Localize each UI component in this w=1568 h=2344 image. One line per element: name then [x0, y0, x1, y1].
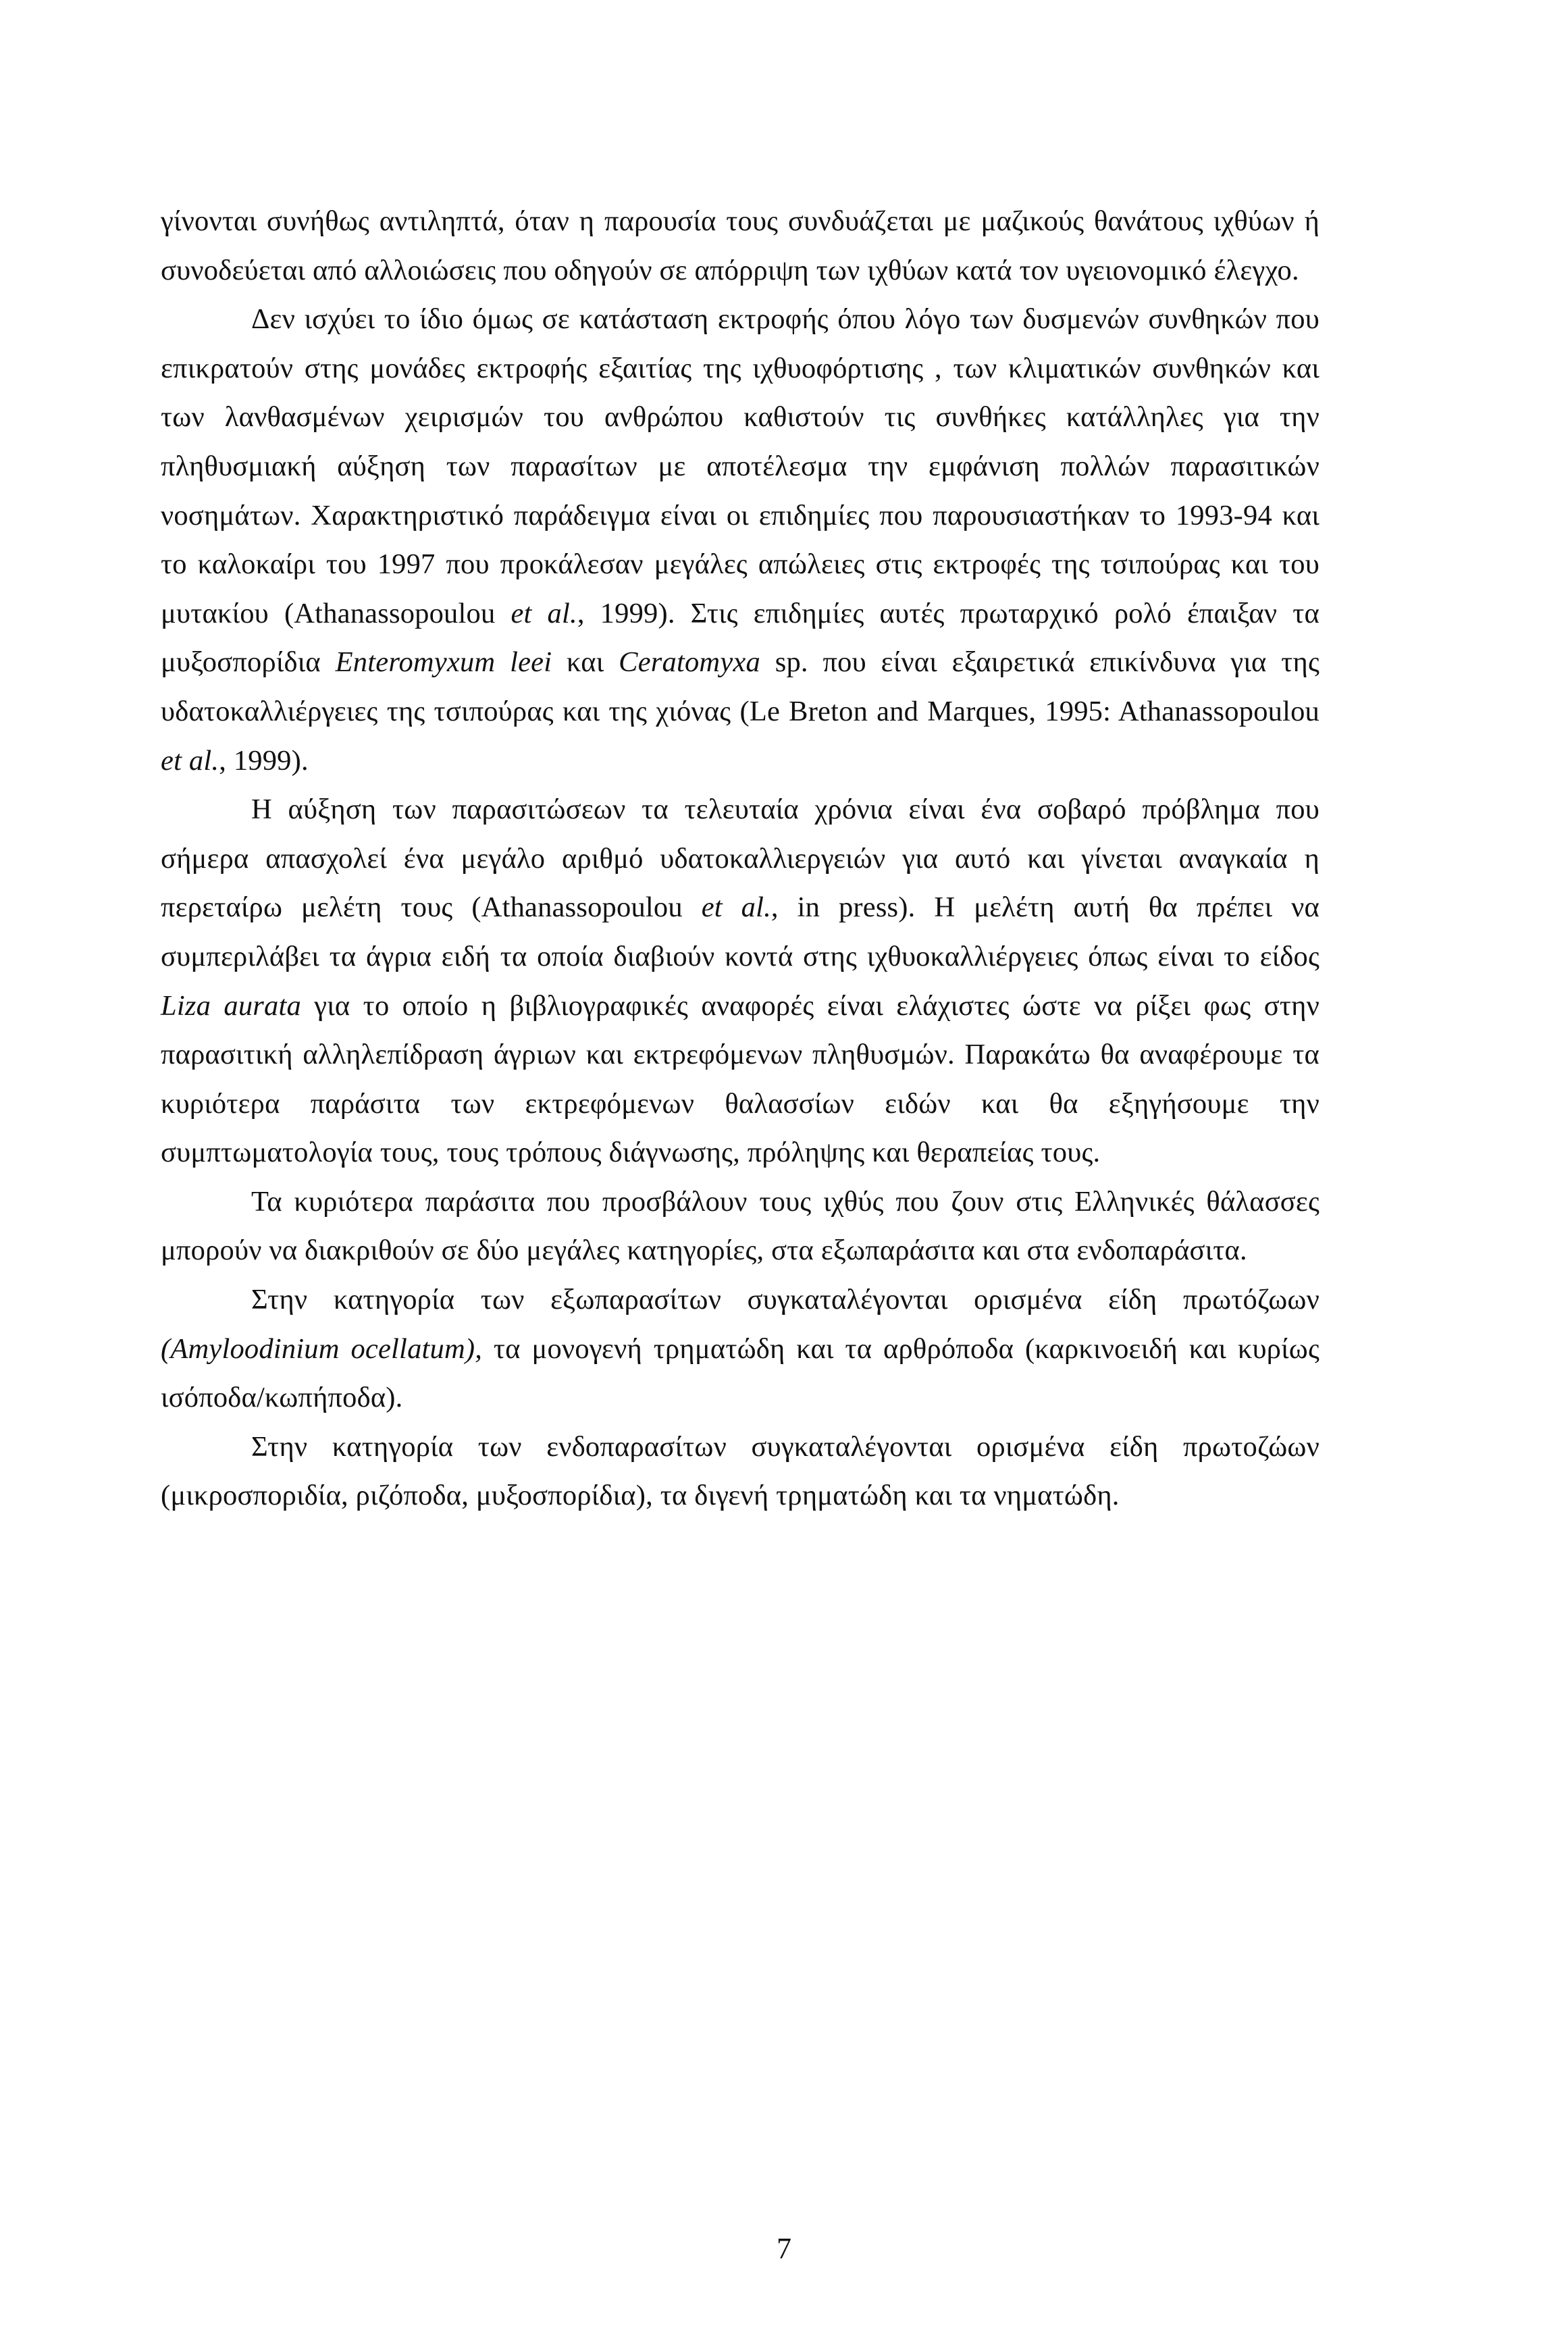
body-text [161, 197, 1319, 1521]
text-run: , 1999). [219, 744, 309, 777]
italic-text: Enteromyxum leei [335, 646, 552, 679]
text-run: Στην κατηγορία των εξωπαρασίτων συγκαταλέγονται ορισμένα είδη πρωτόζωων [251, 1284, 1319, 1316]
italic-text: Ceratomyxa [619, 646, 760, 679]
italic-text: (Amyloodinium ocellatum), [161, 1332, 483, 1365]
text-run: τα μονογενή τρηματώδη και τα αρθρόποδα (καρκινοειδή και κυρίως ισόποδα/κωπήποδα). [161, 1332, 1319, 1414]
italic-text: et al. [511, 597, 577, 629]
paragraph-2 [161, 295, 1319, 785]
text-run: Τα κυριότερα παράσιτα που προσβάλουν τους ιχθύς που ζουν στις Ελληνικές θάλασσες μπορούν να διακριθούν σε δύο μεγάλες κατηγορίες, στα εξωπαράσιτα και στα ενδοπαράσιτα. [161, 1185, 1319, 1267]
italic-text: et al. [161, 744, 219, 777]
text-run: Δεν ισχύει το ίδιο όμως σε κατάσταση εκτροφής όπου λόγο των δυσμενών συνθηκών που επικρατούν στης μονάδες εκτροφής εξαιτίας της ιχθυοφόρτισης , των κλιματικών συνθηκών και των λανθασμένων χειρισμών του ανθρώπου καθιστούν τις συνθήκες κατάλληλες για την πληθυσμιακή αύξηση των παρασίτων με αποτέλεσμα την εμφάνιση πολλών παρασιτικών νοσημάτων. Χαρακτηριστικό παράδειγμα είναι οι επιδημίες που παρουσιαστήκαν το 1993-94 και το καλοκαίρι του 1997 που προκάλεσαν μεγάλες απώλειες στις εκτροφές της τσιπούρας και του μυτακίου (Athanassopoulou [161, 303, 1319, 629]
text-run: και [552, 646, 619, 679]
italic-text: et al. [701, 891, 771, 924]
text-run: , in press). Η μελέτη αυτή θα πρέπει να συμπεριλάβει τα άγρια ειδή τα οποία διαβιούν κοντά στης ιχθυοκαλλιέργειες όπως είναι το είδος [161, 891, 1319, 972]
text-run: Η αύξηση των παρασιτώσεων τα τελευταία χρόνια είναι ένα σοβαρό πρόβλημα που σήμερα απασχολεί ένα μεγάλο αριθμό υδατοκαλλιεργειών για αυτό και γίνεται αναγκαία η περεταίρω μελέτη τους (Athanassopoulou [161, 793, 1319, 924]
paragraph-4 [161, 1178, 1319, 1276]
italic-text: Liza aurata [161, 989, 301, 1022]
page-number: 7 [777, 2232, 791, 2265]
paragraph-3 [161, 785, 1319, 1178]
text-run: για το οποίο η βιβλιογραφικές αναφορές είναι ελάχιστες ώστε να ρίξει φως στην παρασιτική αλληλεπίδραση άγριων και εκτρεφόμενων πληθυσμών. Παρακάτω θα αναφέρουμε τα κυριότερα παράσιτα των εκτρεφόμενων θαλασσίων ειδών και θα εξηγήσουμε την συμπτωματολογία τους, τους τρόπους διάγνωσης, πρόληψης και θεραπείας τους. [161, 989, 1319, 1169]
paragraph-5 [161, 1276, 1319, 1423]
text-run: Στην κατηγορία των ενδοπαρασίτων συγκαταλέγονται ορισμένα είδη πρωτοζώων (μικροσποριδία, ριζόποδα, μυξοσπορίδια), τα διγενή τρηματώδη και τα νηματώδη. [161, 1430, 1319, 1512]
paragraph-6 [161, 1423, 1319, 1521]
text-run: sp. που είναι εξαιρετικά επικίνδυνα για της υδατοκαλλιέργειες της τσιπούρας και της χιόνας (Le Breton and Marques, 1995: Athanassopoulou [161, 646, 1319, 727]
paragraph-1 [161, 197, 1319, 295]
text-run: γίνονται συνήθως αντιληπτά, όταν η παρουσία τους συνδυάζεται με μαζικούς θανάτους ιχθύων ή συνοδεύεται από αλλοιώσεις που οδηγούν σε απόρριψη των ιχθύων κατά τον υγειονομικό έλεγχο. [161, 205, 1319, 286]
text-run: , 1999). Στις επιδημίες αυτές πρωταρχικό ρολό έπαιξαν τα μυξοσπορίδια [161, 597, 1320, 679]
